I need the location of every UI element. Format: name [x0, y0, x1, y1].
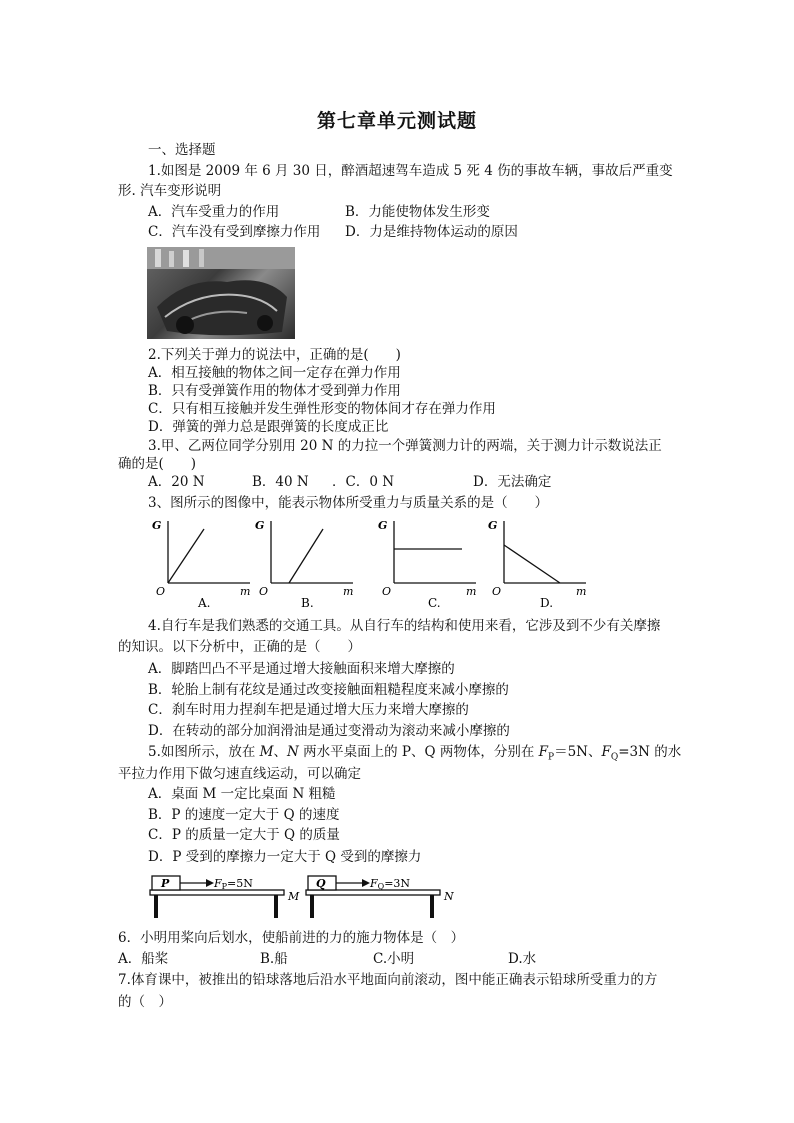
graph-c-origin: O — [382, 585, 392, 598]
graph-d-y-label: G — [488, 519, 498, 532]
q3-stem-line2: 确的是( ) — [118, 456, 197, 472]
graph-d — [484, 515, 594, 619]
q5-option-d: D．P 受到的摩擦力一定大于 Q 受到的摩擦力 — [148, 849, 422, 865]
force-q-label: FQ=3N — [370, 877, 411, 891]
q3b-stem: 3、图所示的图像中，能表示物体所受重力与质量关系的是（ ） — [148, 495, 549, 511]
graph-a-x-label: m — [240, 585, 251, 598]
q3-option-c: ．C．0 N — [332, 474, 395, 490]
graph-b-y-label: G — [255, 519, 265, 532]
graph-a-origin: O — [156, 585, 166, 598]
q4-option-a: A．脚踏凹凸不平是通过增大接触面积来增大摩擦的 — [148, 661, 455, 677]
graph-c-y-label: G — [378, 519, 388, 532]
table-n-label: N — [444, 890, 454, 903]
graph-c-label: C. — [428, 596, 441, 610]
q4-option-c: C．刹车时用力捏刹车把是通过增大压力来增大摩擦的 — [148, 702, 469, 718]
q3-stem-line1: 3.甲、乙两位同学分别用 20 N 的力拉一个弹簧测力计的两端，关于测力计示数说法正 — [148, 438, 662, 454]
graph-d-origin: O — [492, 585, 502, 598]
q6-option-c: C.小明 — [373, 951, 415, 967]
crashed-car-photo — [147, 247, 295, 339]
force-p-label: FP=5N — [214, 877, 253, 891]
q5-option-c: C．P 的质量一定大于 Q 的质量 — [148, 827, 340, 843]
q2-option-a: A．相互接触的物体之间一定存在弹力作用 — [148, 365, 401, 381]
q4-option-d: D．在转动的部分加润滑油是通过变滑动为滚动来减小摩擦的 — [148, 723, 510, 739]
graph-b-origin: O — [259, 585, 269, 598]
table-m-top — [150, 890, 284, 895]
block-p-label: P — [161, 877, 170, 890]
q4-option-b: B．轮胎上制有花纹是通过改变接触面粗糙程度来减小摩擦的 — [148, 682, 509, 698]
q6-option-a: A．船桨 — [118, 951, 169, 967]
q4-stem-line2: 的知识。以下分析中，正确的是（ ） — [118, 639, 361, 655]
table-n-top — [306, 890, 440, 895]
q5-option-a: A．桌面 M 一定比桌面 N 粗糙 — [148, 786, 336, 802]
q5-tables-diagram — [148, 870, 468, 926]
q1-option-d: D．力是维持物体运动的原因 — [345, 224, 518, 240]
q3-option-b: B．40 N — [252, 474, 309, 490]
q2-stem: 2.下列关于弹力的说法中，正确的是( ) — [148, 347, 401, 363]
section-heading: 一、选择题 — [148, 142, 216, 158]
q3-option-a: A．20 N — [148, 474, 205, 490]
q1-stem-line1: 1.如图是 2009 年 6 月 30 日，醉酒超速驾车造成 5 死 4 伤的事故车辆，事故后严重变 — [148, 163, 673, 179]
q6-stem: 6．小明用桨向后划水，使船前进的力的施力物体是（ ） — [118, 930, 465, 946]
graph-b-x-label: m — [343, 585, 354, 598]
q1-option-c: C．汽车没有受到摩擦力作用 — [148, 224, 321, 240]
q7-stem-line1: 7.体育课中，被推出的铅球落地后沿水平地面向前滚动，图中能正确表示铅球所受重力的方 — [118, 972, 658, 988]
graph-a-y-label: G — [152, 519, 162, 532]
q6-option-b: B.船 — [260, 951, 288, 967]
q5-option-b: B．P 的速度一定大于 Q 的速度 — [148, 807, 340, 823]
q7-stem-line2: 的（ ） — [118, 994, 172, 1010]
q2-option-b: B．只有受弹簧作用的物体才受到弹力作用 — [148, 383, 401, 399]
q5-stem-line1: 5.如图所示，放在 M、N 两水平桌面上的 P、Q 两物体，分别在 $F_P=5N$、$F_Q=3N$ 的水 — [148, 744, 682, 763]
q4-stem-line1: 4.自行车是我们熟悉的交通工具。从自行车的结构和使用来看，它涉及到不少有关摩擦 — [148, 618, 661, 634]
q3-option-d: D．无法确定 — [473, 474, 552, 490]
table-m-label: M — [288, 890, 300, 903]
graph-d-label: D. — [540, 596, 554, 610]
q6-option-d: D.水 — [508, 951, 537, 967]
graph-a — [146, 515, 256, 619]
graph-b-label: B. — [301, 596, 314, 610]
q2-option-d: D．弹簧的弹力总是跟弹簧的长度成正比 — [148, 419, 389, 435]
graph-b — [253, 515, 363, 619]
graph-c — [370, 515, 485, 619]
q5-stem-line2: 平拉力作用下做匀速直线运动，可以确定 — [118, 766, 361, 782]
q1-option-a: A．汽车受重力的作用 — [148, 204, 280, 220]
q1-option-b: B．力能使物体发生形变 — [345, 204, 490, 220]
q2-option-c: C．只有相互接触并发生弹性形变的物体间才存在弹力作用 — [148, 401, 496, 417]
graph-a-label: A. — [198, 596, 211, 610]
block-q-label: Q — [316, 877, 326, 890]
page-title: 第七章单元测试题 — [316, 110, 477, 132]
graph-d-x-label: m — [576, 585, 587, 598]
graph-c-x-label: m — [466, 585, 477, 598]
q1-stem-line2: 形. 汽车变形说明 — [118, 183, 222, 199]
